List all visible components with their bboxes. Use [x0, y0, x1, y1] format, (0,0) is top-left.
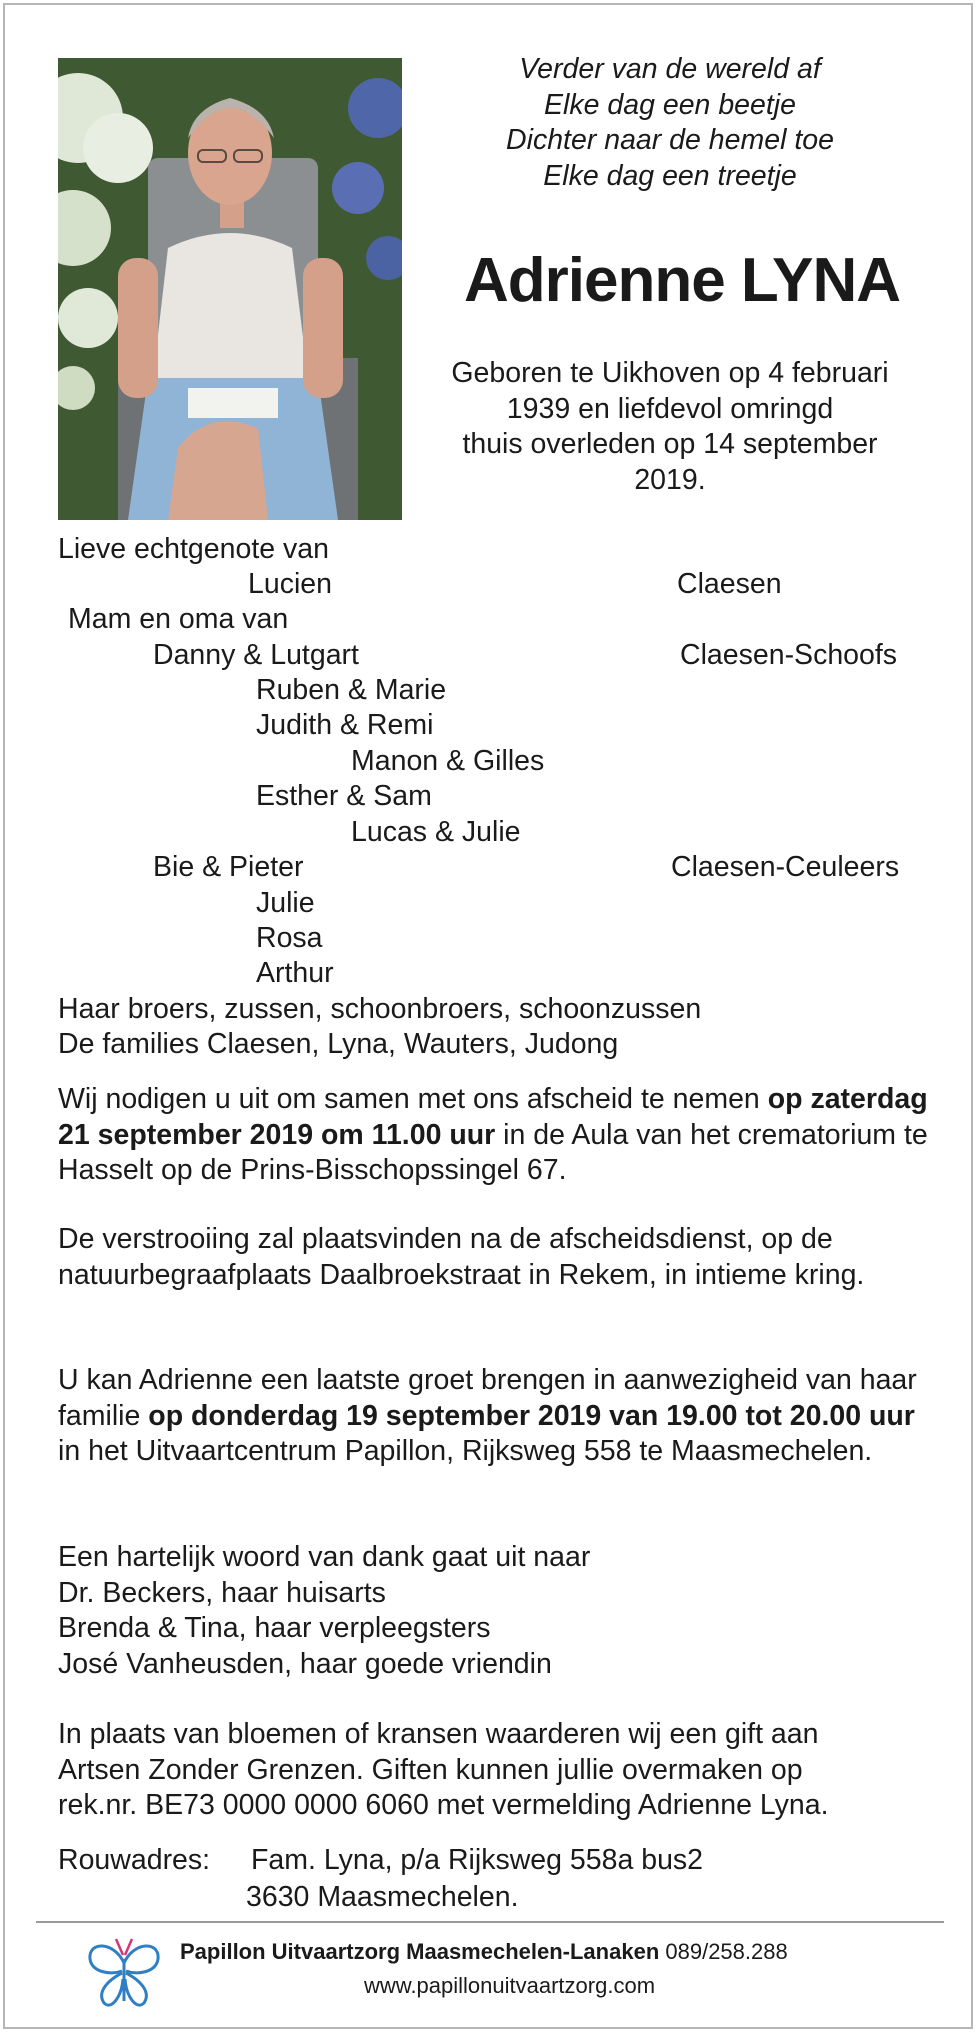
ceremony-location: in de Aula van het crematorium te Hasselt op de Prins-Bisschopssingel 67. [58, 1118, 928, 1186]
funeral-home-phone: 089/258.288 [659, 1939, 788, 1964]
portrait-photo [58, 58, 402, 520]
thanks-line: Een hartelijk woord van dank gaat uit naar [58, 1541, 591, 1573]
funeral-home [180, 1937, 788, 1967]
thanks-block [58, 1540, 938, 1682]
birth-death-line: 1939 en liefdevol omringd [506, 392, 834, 425]
address-line: Fam. Lyna, p/a Rijksweg 558a bus2 [251, 1844, 704, 1876]
birth-death-line: thuis overleden op 14 september [462, 428, 878, 460]
siblings-line: Haar broers, zussen, schoonbroers, schoonzussen [58, 993, 702, 1025]
ceremony-date: op zaterdag 21 september 2019 om 11.00 uur [58, 1083, 928, 1151]
deceased-name: Adrienne LYNA [463, 246, 900, 315]
grandchild-name: Ruben & Marie [256, 674, 447, 706]
thanks-line: José Vanheusden, haar goede vriendin [58, 1647, 552, 1680]
child-last-name: Claesen-Schoofs [680, 639, 898, 671]
funeral-home-name: Papillon Uitvaartzorg Maasmechelen-Lanaken [180, 1939, 660, 1964]
footer-divider [36, 1921, 944, 1923]
address-label: Rouwadres: [58, 1844, 211, 1876]
viewing-text: U kan Adrienne een laatste groet brengen in aanwezigheid van haar familie [58, 1364, 917, 1432]
spouse-first-name: Lucien [248, 568, 332, 600]
poem [430, 52, 910, 194]
grandchild-name: Arthur [256, 957, 334, 989]
child-name: Danny & Lutgart [153, 639, 359, 671]
viewing-paragraph [58, 1363, 938, 1470]
ceremony-text: Wij nodigen u uit om samen met ons afscheid te nemen [58, 1083, 768, 1115]
ceremony-paragraph [58, 1082, 938, 1189]
spouse-last-name: Claesen [677, 568, 782, 600]
poem-line: Verder van de wereld af [519, 53, 821, 85]
address-city: 3630 Maasmechelen. [246, 1881, 519, 1913]
families-line: De families Claesen, Lyna, Wauters, Judong [58, 1028, 619, 1060]
poem-line: Elke dag een beetje [544, 88, 796, 121]
donation-line: rek.nr. BE73 0000 0000 6060 met vermelding Adrienne Lyna. [58, 1789, 829, 1821]
great-grandchild-name: Lucas & Julie [351, 816, 521, 848]
thanks-line: Brenda & Tina, haar verpleegsters [58, 1612, 491, 1644]
viewing-location: in het Uitvaartcentrum Papillon, Rijksweg 558 te Maasmechelen. [58, 1435, 873, 1467]
funeral-home-website[interactable]: www.papillonuitvaartzorg.com [364, 1973, 656, 1998]
donation-line: Artsen Zonder Grenzen. Giften kunnen jullie overmaken op [58, 1753, 803, 1786]
birth-death-line: 2019. [634, 463, 706, 496]
thanks-line: Dr. Beckers, haar huisarts [58, 1576, 386, 1609]
scattering-paragraph: De verstrooiing zal plaatsvinden na de afscheidsdienst, op de natuurbegraafplaats Daalbroekstraat in Rekem, in intieme kring. [58, 1223, 865, 1291]
grandchild-name: Rosa [256, 922, 323, 954]
grandchild-name: Julie [256, 887, 315, 919]
viewing-date: op donderdag 19 september 2019 van 19.00 tot 20.00 uur [148, 1399, 915, 1432]
birth-death-line: Geboren te Uikhoven op 4 februari [451, 357, 889, 389]
spouse-intro: Lieve echtgenote van [58, 533, 329, 565]
grandchild-name: Esther & Sam [256, 780, 432, 812]
poem-line: Dichter naar de hemel toe [506, 124, 834, 156]
children-intro: Mam en oma van [68, 603, 289, 635]
poem-line: Elke dag een treetje [543, 159, 797, 192]
donation-line: In plaats van bloemen of kransen waarderen wij een gift aan [58, 1718, 819, 1750]
child-last-name: Claesen-Ceuleers [671, 851, 900, 883]
great-grandchild-name: Manon & Gilles [351, 745, 545, 777]
donation-block [58, 1717, 938, 1824]
child-name: Bie & Pieter [153, 851, 304, 883]
birth-death-text [430, 356, 910, 498]
butterfly-logo-icon [84, 1935, 164, 2011]
grandchild-name: Judith & Remi [256, 709, 434, 741]
